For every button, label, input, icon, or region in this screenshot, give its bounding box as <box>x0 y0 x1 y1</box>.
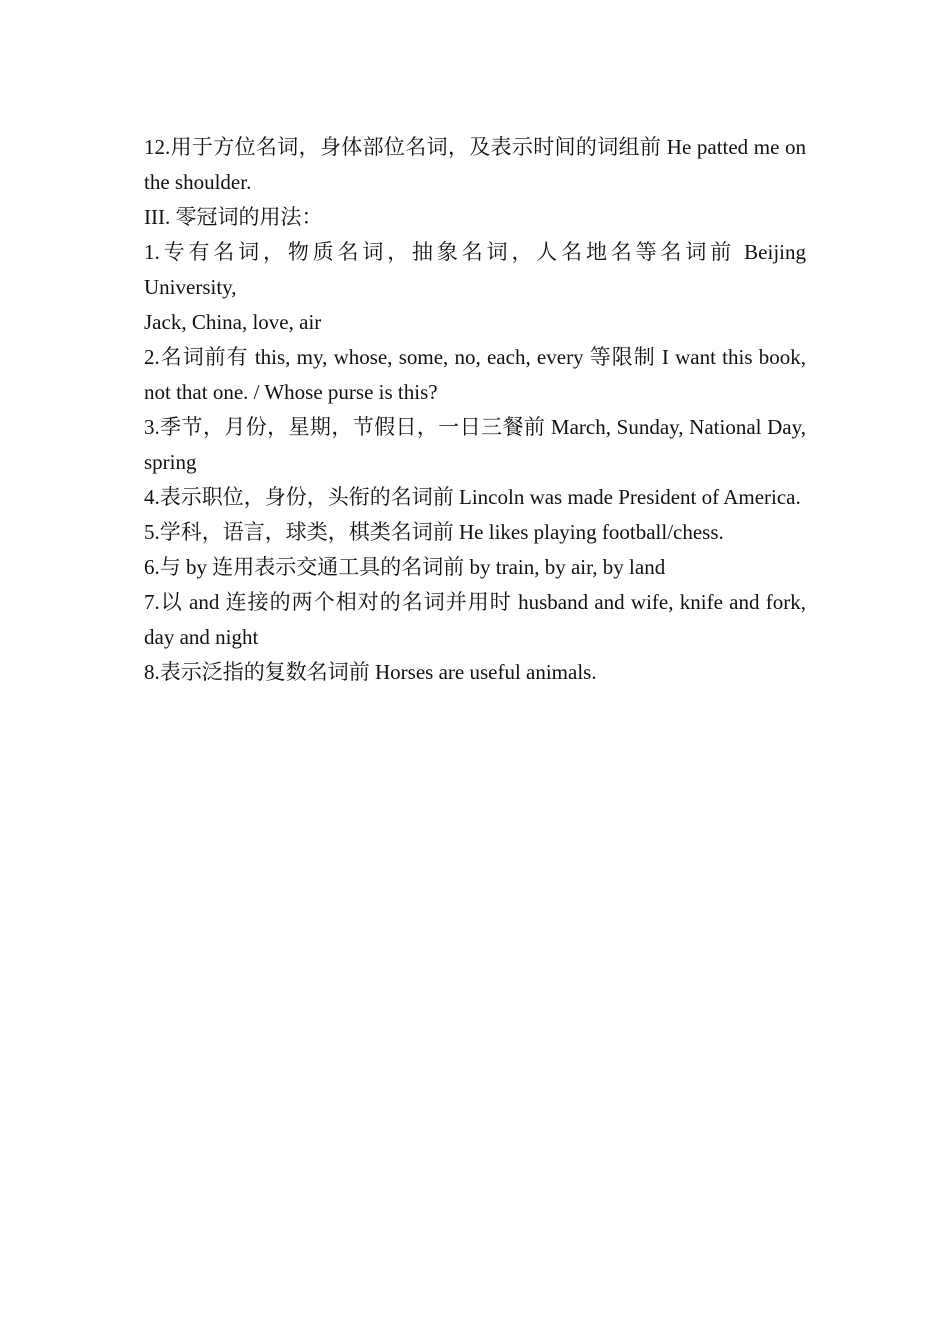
paragraph-rule-4: 4.表示职位，身份，头衔的名词前 Lincoln was made President of America. <box>144 485 801 509</box>
document-page <box>144 130 806 690</box>
paragraph-rule-5: 5.学科，语言，球类，棋类名词前 He likes playing football/chess. <box>144 520 724 544</box>
paragraph-rule-6: 6.与 by 连用表示交通工具的名词前 by train, by air, by land <box>144 555 666 579</box>
paragraph-rule-12: 12.用于方位名词，身体部位名词，及表示时间的词组前 He patted me on the shoulder. <box>144 135 806 194</box>
section-heading-zero-article: III. 零冠词的用法： <box>144 205 323 229</box>
paragraph-rule-2: 2.名词前有 this, my, whose, some, no, each, every 等限制 I want this book, not that one. / Whose purse is this? <box>144 345 806 404</box>
paragraph-rule-3: 3.季节，月份，星期，节假日，一日三餐前 March, Sunday, National Day, spring <box>144 415 806 474</box>
paragraph-rule-7: 7.以 and 连接的两个相对的名词并用时 husband and wife, knife and fork, day and night <box>144 590 806 649</box>
paragraph-rule-8: 8.表示泛指的复数名词前 Horses are useful animals. <box>144 660 597 684</box>
paragraph-rule-1-examples: Jack, China, love, air <box>144 310 322 334</box>
paragraph-rule-1: 1.专有名词，物质名词，抽象名词，人名地名等名词前 Beijing University, <box>144 240 806 299</box>
